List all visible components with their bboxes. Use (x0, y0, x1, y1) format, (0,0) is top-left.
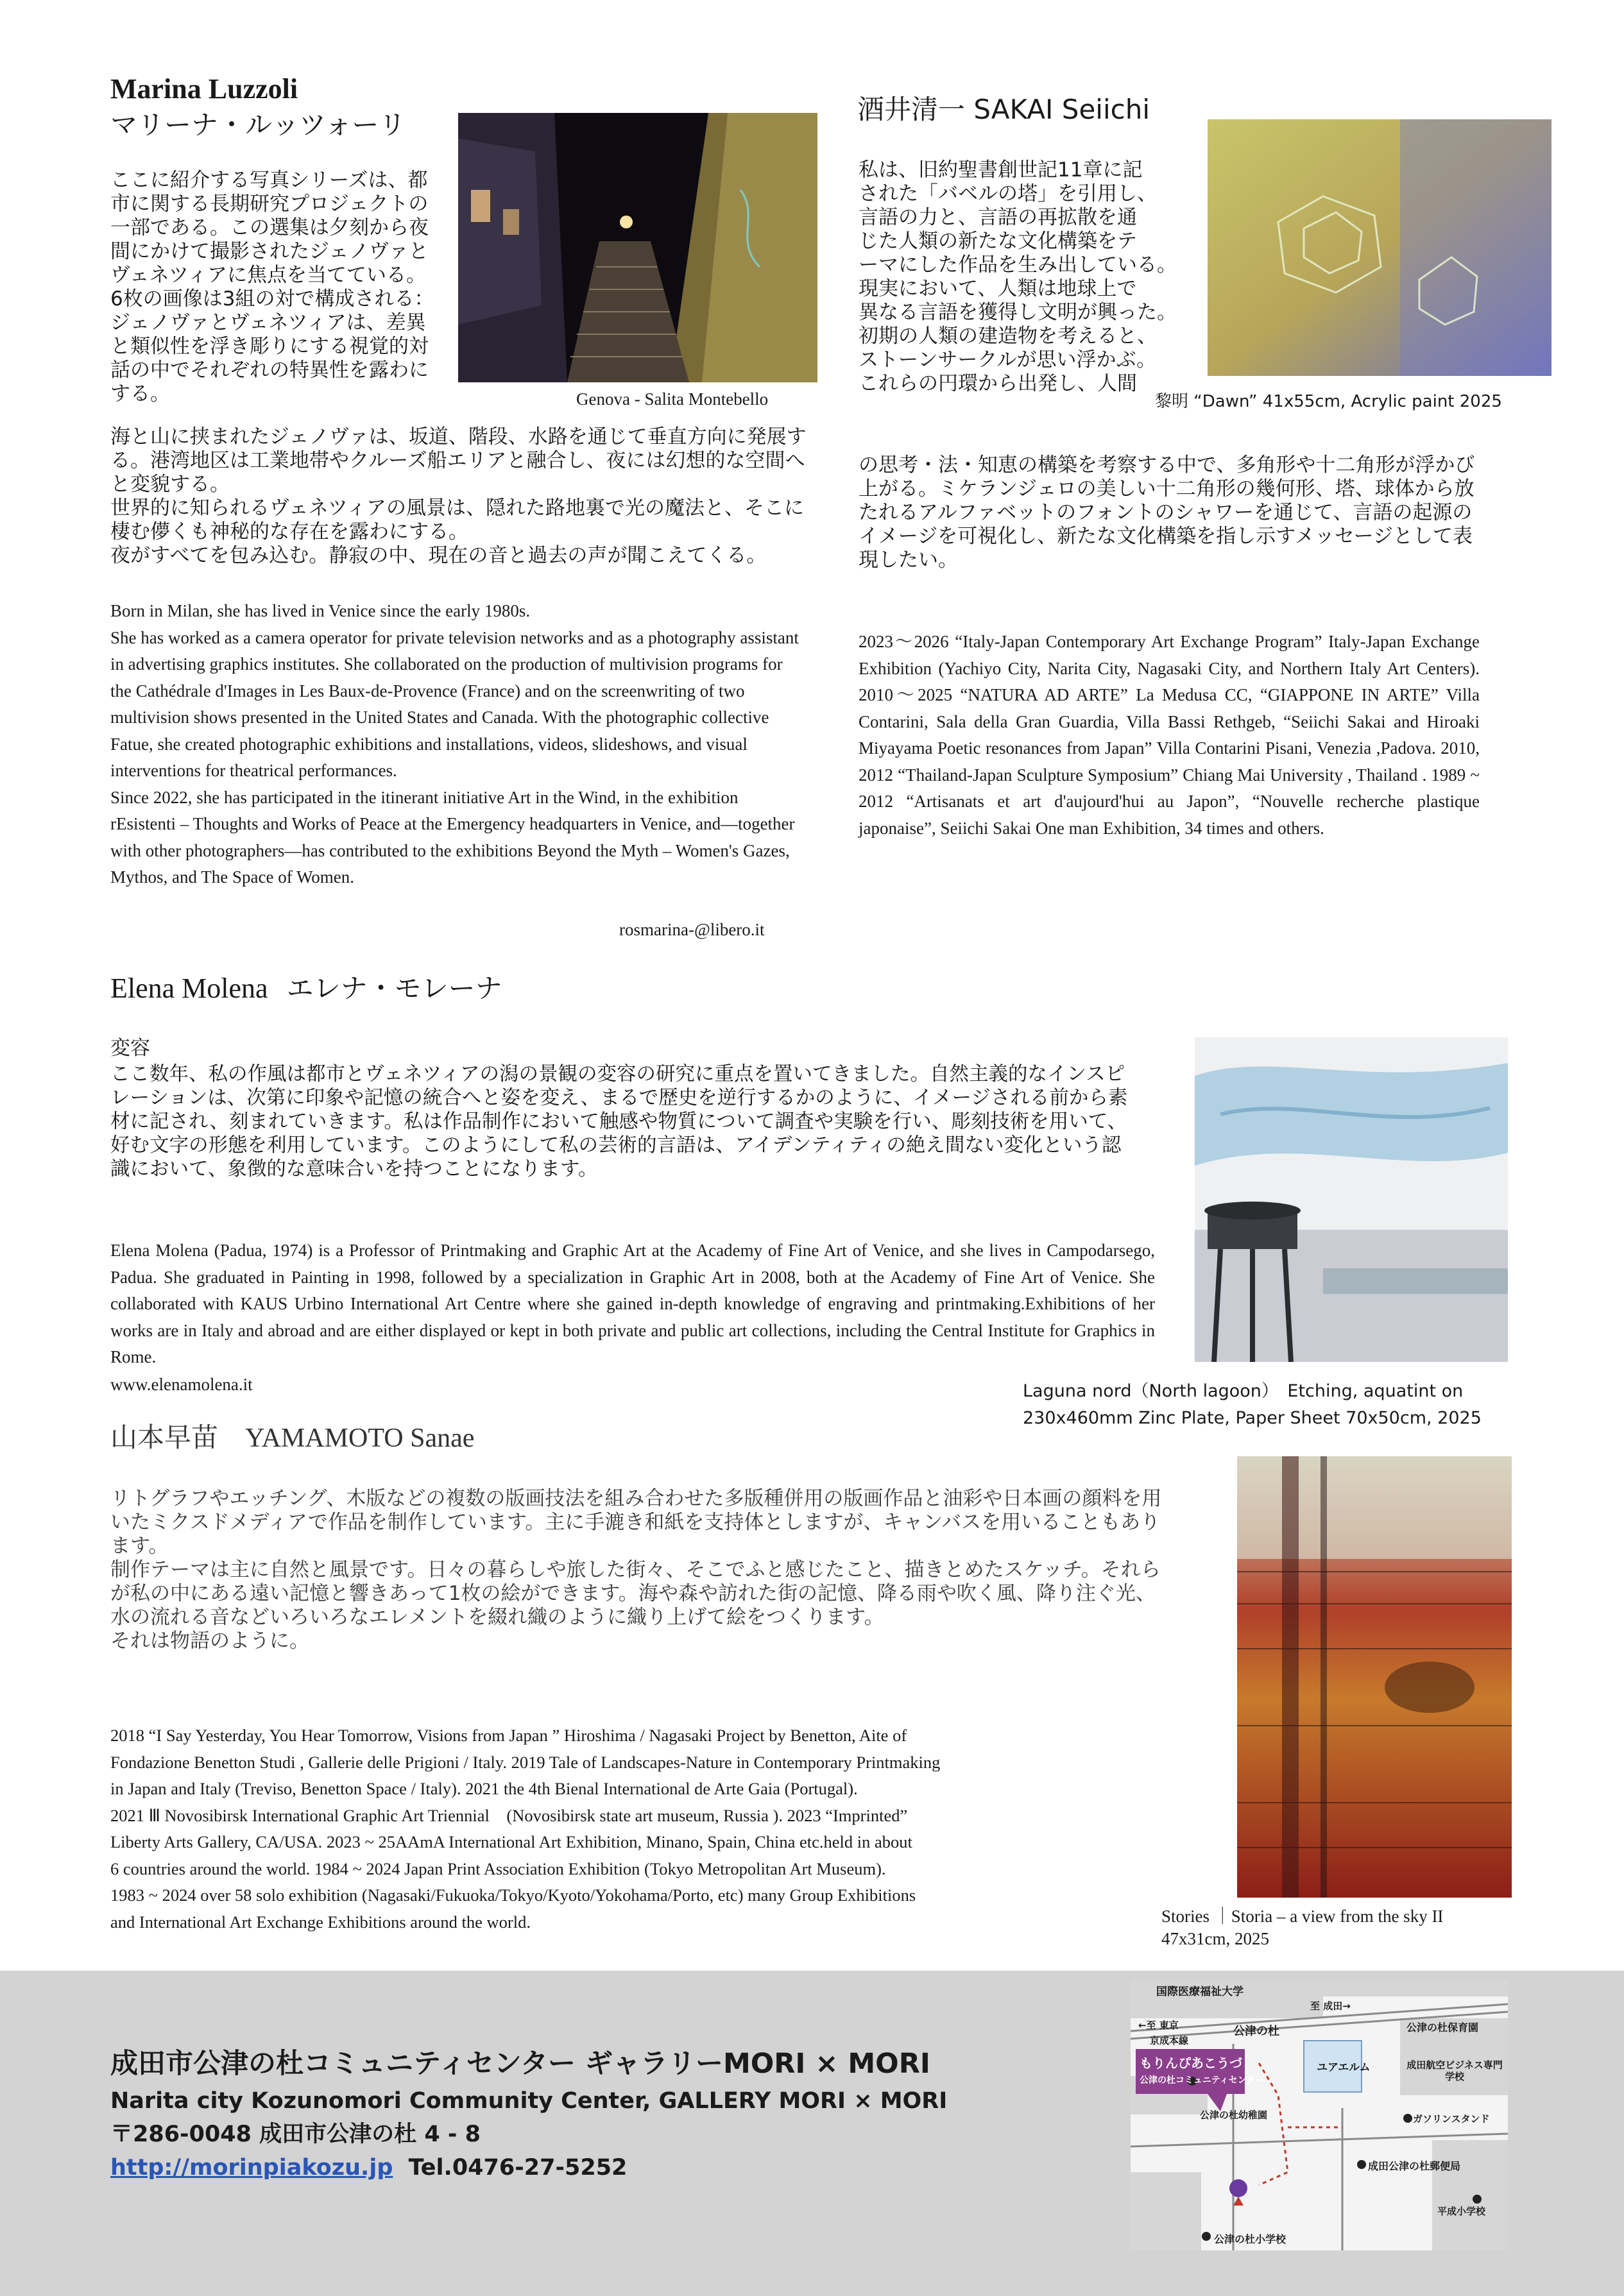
molena-name-jp: エレナ・モレーナ (286, 973, 502, 1004)
sakai-jp-line: 異なる言語を獲得し文明が興った。 (859, 301, 1177, 324)
map-label-univ: 国際医療福祉大学 (1156, 1986, 1244, 1998)
yamamoto-cv-line: 1983 ~ 2024 over 58 solo exhibition (Nagasaki/Fukuoka/Tokyo/Kyoto/Yokohama/Porto, etc) many Group Exhibitions (110, 1885, 916, 1905)
map-label-kozu-station: 公津の杜 (1233, 2025, 1279, 2038)
map-label-center-name: もりんぴあこうづ (1140, 2055, 1242, 2071)
sakai-jp-line: 私は、旧約聖書創世記11章に記 (859, 158, 1143, 182)
yamamoto-cv-line: and International Art Exchange Exhibitions around the world. (110, 1912, 531, 1932)
yamamoto-name: 山本早苗 YAMAMOTO Sanae (110, 1424, 475, 1453)
yamamoto-cv-line: 2021 Ⅲ Novosibirsk International Graphic Art Triennial (Novosibirsk state art museum, Russia ). 2023 “Imprinted” (110, 1805, 908, 1825)
map-label-aeon: ユアエルム (1317, 2061, 1371, 2074)
map-label-to-narita: 至 成田→ (1310, 2000, 1351, 2012)
venue-name-en: Narita city Kozunomori Community Center, GALLERY MORI × MORI (110, 2088, 948, 2114)
map-label-college: 成田航空ビジネス専門学校 (1406, 2059, 1503, 2082)
yamamoto-jp-para-3: それは物語のように。 (110, 1629, 309, 1653)
yamamoto-cv-line: Fondazione Benetton Studi , Gallerie delle Prigioni / Italy. 2019 Tale of Landscapes-Nature in Contemporary Printmaking (110, 1752, 941, 1772)
luzzoli-jp-para-3: 夜がすべてを包み込む。静寂の中、現在の音と過去の声が聞こえてくる。 (110, 544, 767, 567)
luzzoli-bio-2: She has worked as a camera operator for private television networks and as a photography assistant in advertising graphics institutes. She collaborated on the production of multivision programs for the Cathédrale d'Images in Les Baux-de-Provence (France) and on the screenwriting of two multivision shows presented in the United States and Canada. With the photographic collective Fatue, she created photographic exhibitions and installations, videos, slideshows, and visual interventions for theatrical performances. (110, 627, 799, 780)
stories-caption-line-2: 47x31cm, 2025 (1161, 1929, 1269, 1948)
laguna-caption-line-2: 230x460mm Zinc Plate, Paper Sheet 70x50cm, 2025 (1023, 1408, 1482, 1428)
molena-subtitle: 変容 (110, 1037, 150, 1060)
stories-painting (1237, 1456, 1512, 1898)
venue-map[interactable] (1131, 1980, 1508, 2250)
yamamoto-cv (110, 1722, 940, 1935)
molena-website[interactable]: www.elenamolena.it (110, 1375, 253, 1394)
venue-url-link[interactable]: http://morinpiakozu.jp (110, 2155, 393, 2181)
sakai-jp-line: 初期の人類の建造物を考えると、 (859, 325, 1157, 348)
stories-caption (1161, 1905, 1443, 1950)
map-label-nursery: 公津の杜保育園 (1406, 2021, 1479, 2034)
map-label-keisei: 京成本線 (1150, 2035, 1189, 2046)
laguna-caption-line-1: Laguna nord（North lagoon） Etching, aquatint on (1023, 1381, 1464, 1401)
sakai-cv: 2023～2026 “Italy-Japan Contemporary Art Exchange Program” Italy-Japan Exchange Exhibition (Yachiyo City, Narita City, Nagasaki City, and Northern Italy Art Centers). 2010～2025 “NATURA AD ARTE” La Medusa CC, “GIAPPONE IN ARTE” Villa Contarini, Sala della Gran Guardia, Villa Bassi Rethgeb, “Seiichi Sakai and Hiroaki Miyayama Poetic resonances from Japan” Villa Contarini Pisani, Venezia ,Padova. 2010, 2012 “Thailand-Japan Sculpture Symposium” Chiang Mai University , Thailand . 1989 ~ 2012 “Artisanats et art d'aujourd'hui au Japon”, “Nouvelle recherche plastique japonaise”, Seiichi Sakai One man Exhibition, 34 times and others. (859, 632, 1480, 838)
sakai-jp-line: ーマにした作品を生み出している。 (859, 253, 1177, 276)
map-label-to-tokyo: ←至 東京 (1138, 2020, 1179, 2031)
molena-name-en: Elena Molena (110, 973, 268, 1004)
venue-tel: Tel.0476-27-5252 (408, 2155, 628, 2181)
sakai-jp-line: これらの円環から出発し、人間 (859, 372, 1137, 395)
venue-contact (110, 2152, 627, 2184)
genova-photo (458, 113, 817, 382)
venue-name-jp: 成田市公津の杜コミュニティセンター ギャラリーMORI × MORI (110, 2048, 930, 2080)
sakai-jp-bottom: の思考・法・知恵の構築を考察する中で、多角形や十二角形が浮かび上がる。ミケランジェロの美しい十二角形の幾何形、塔、球体から放たれるアルファベットのフォントのシャワーを通じて、言語の起源のイメージを可視化し、新たな文化構築を指し示すメッセージとして表現したい。 (859, 454, 1475, 572)
stories-caption-line-1: Stories ｜Storia – a view from the sky II (1161, 1907, 1444, 1926)
sakai-name: 酒井清一 SAKAI Seiichi (857, 94, 1150, 125)
venue-address: 〒286-0048 成田市公津の杜 4 - 8 (110, 2122, 481, 2147)
sakai-jp-line: 現実において、人類は地球上で (859, 277, 1137, 300)
map-label-gas: ガソリンスタンド (1413, 2113, 1490, 2125)
luzzoli-bio (110, 598, 803, 891)
dawn-painting (1208, 119, 1551, 376)
sakai-jp-line: じた人類の新たな文化構築をテ (859, 230, 1137, 253)
luzzoli-jp-para-1: 海と山に挟まれたジェノヴァは、坂道、階段、水路を通じて垂直方向に発展する。港湾地区は工業地帯やクルーズ船エリアと融合し、夜には幻想的な空間へと変貌する。 (110, 425, 807, 496)
luzzoli-name-jp: マリーナ・ルッツォーリ (110, 109, 406, 140)
map-label-center-sub: 公津の杜コミュニティセンター (1140, 2075, 1265, 2086)
footer (0, 1971, 1624, 2296)
sakai-jp-line: 言語の力と、言語の再拡散を通 (859, 206, 1137, 229)
molena-title (110, 971, 502, 1006)
laguna-etching (1195, 1037, 1508, 1362)
yamamoto-cv-line: in Japan and Italy (Treviso, Benetton Space / Italy). 2021 the 4th Bienal International de Arte Gaia (Portugal). (110, 1779, 858, 1798)
map-label-kozu-school: 公津の杜小学校 (1214, 2233, 1286, 2245)
luzzoli-bio-1: Born in Milan, she has lived in Venice since the early 1980s. (110, 601, 531, 620)
yamamoto-cv-line: 2018 “I Say Yesterday, You Hear Tomorrow, Visions from Japan ” Hiroshima / Nagasaki Project by Benetton, Aite of (110, 1726, 907, 1745)
molena-jp: ここ数年、私の作風は都市とヴェネツィアの潟の景観の変容の研究に重点を置いてきました。自然主義的なインスピレーションは、次第に印象や記憶の統合へと姿を変え、まるで歴史を逆行するかのように、イメージされる前から素材に記され、刻まれていきます。私は作品制作において触感や物質について調査や実験を行い、彫刻技術を用いて、好む文字の形態を利用しています。このようにして私の芸術的言語は、アイデンティティの絶え間ない変化という認識において、象徴的な意味合いを持つことになります。 (110, 1063, 1128, 1180)
sakai-jp-top (859, 158, 1205, 396)
luzzoli-jp-body (110, 425, 816, 568)
yamamoto-cv-line: 6 countries around the world. 1984 ~ 2024 Japan Print Association Exhibition (Tokyo Metropolitan Art Museum). (110, 1858, 886, 1878)
luzzoli-bio-3: Since 2022, she has participated in the itinerant initiative Art in the Wind, in the exhibition rEsistenti – Thoughts and Works of Peace at the Emergency headquarters in Venice, and—together with other photographers—has contributed to the exhibitions Beyond the Myth – Women's Gazes, Mythos, and The Space of Women. (110, 787, 795, 887)
yamamoto-jp (110, 1487, 1163, 1653)
yamamoto-jp-para-2: 制作テーマは主に自然と風景です。日々の暮らしや旅した街々、そこでふと感じたこと、描きとめたスケッチ。それらが私の中にある遠い記憶と響きあって1枚の絵ができます。海や森や訪れた街の記憶、降る雨や吹く風、降り注ぐ光、水の流れる音などいろいろなエレメントを綴れ織のように織り上げて絵をつくります。 (110, 1558, 1161, 1629)
map-label-kindergarten: 公津の杜幼稚園 (1200, 2109, 1268, 2121)
luzzoli-jp-para-2: 世界的に知られるヴェネツィアの風景は、隠れた路地裏で光の魔法と、そこに棲む儚くも神秘的な存在を露わにする。 (110, 497, 804, 543)
molena-bio: Elena Molena (Padua, 1974) is a Professor of Printmaking and Graphic Art at the Academy of Fine Art of Venice, and she lives in Campodarsego, Padua. She graduated in Painting in 1998, followed by a specialization in Graphic Art in 2008, both at the Academy of Fine Art of Venice. She collaborated with KAUS Urbino International Art Centre where she gained in-depth knowledge of engraving and printmaking.Exhibitions of her works are in Italy and abroad and are either displayed or kept in both private and public art collections, including the Central Institute for Graphics in Rome. (110, 1241, 1155, 1366)
yamamoto-jp-para-1: リトグラフやエッチング、木版などの複数の版画技法を組み合わせた多版種併用の版画作品と油彩や日本画の顔料を用いたミクスドメディアで作品を制作しています。主に手漉き和紙を支持体としますが、キャンバスを用いることもあります。 (110, 1487, 1162, 1558)
yamamoto-cv-line: Liberty Arts Gallery, CA/USA. 2023 ~ 25AAmA International Art Exhibition, Minano, Spain, China etc.held in about (110, 1832, 912, 1851)
laguna-caption (1023, 1378, 1482, 1432)
luzzoli-email[interactable]: rosmarina-@libero.it (619, 920, 765, 939)
luzzoli-name-en: Marina Luzzoli (110, 73, 298, 105)
luzzoli-jp-intro: ここに紹介する写真シリーズは、都市に関する長期研究プロジェクトの一部である。この選集は夕刻から夜間にかけて撮影されたジェノヴァとヴェネツィアに焦点を当てている。6枚の画像は3組の対で構成される：ジェノヴァとヴェネツィアは、差異と類似性を浮き彫りにする視覚的対話の中でそれぞれの特異性を露わにする。 (110, 169, 434, 405)
genova-caption: Genova - Salita Montebello (576, 389, 769, 409)
map-label-heisei-school: 平成小学校 (1437, 2206, 1486, 2217)
sakai-jp-line: ストーンサークルが思い浮かぶ。 (859, 348, 1157, 371)
dawn-caption: 黎明 “Dawn” 41x55cm, Acrylic paint 2025 (1155, 392, 1502, 411)
sakai-jp-line: された「バベルの塔」を引用し、 (859, 182, 1157, 205)
map-label-post: 成田公津の杜郵便局 (1368, 2160, 1461, 2172)
